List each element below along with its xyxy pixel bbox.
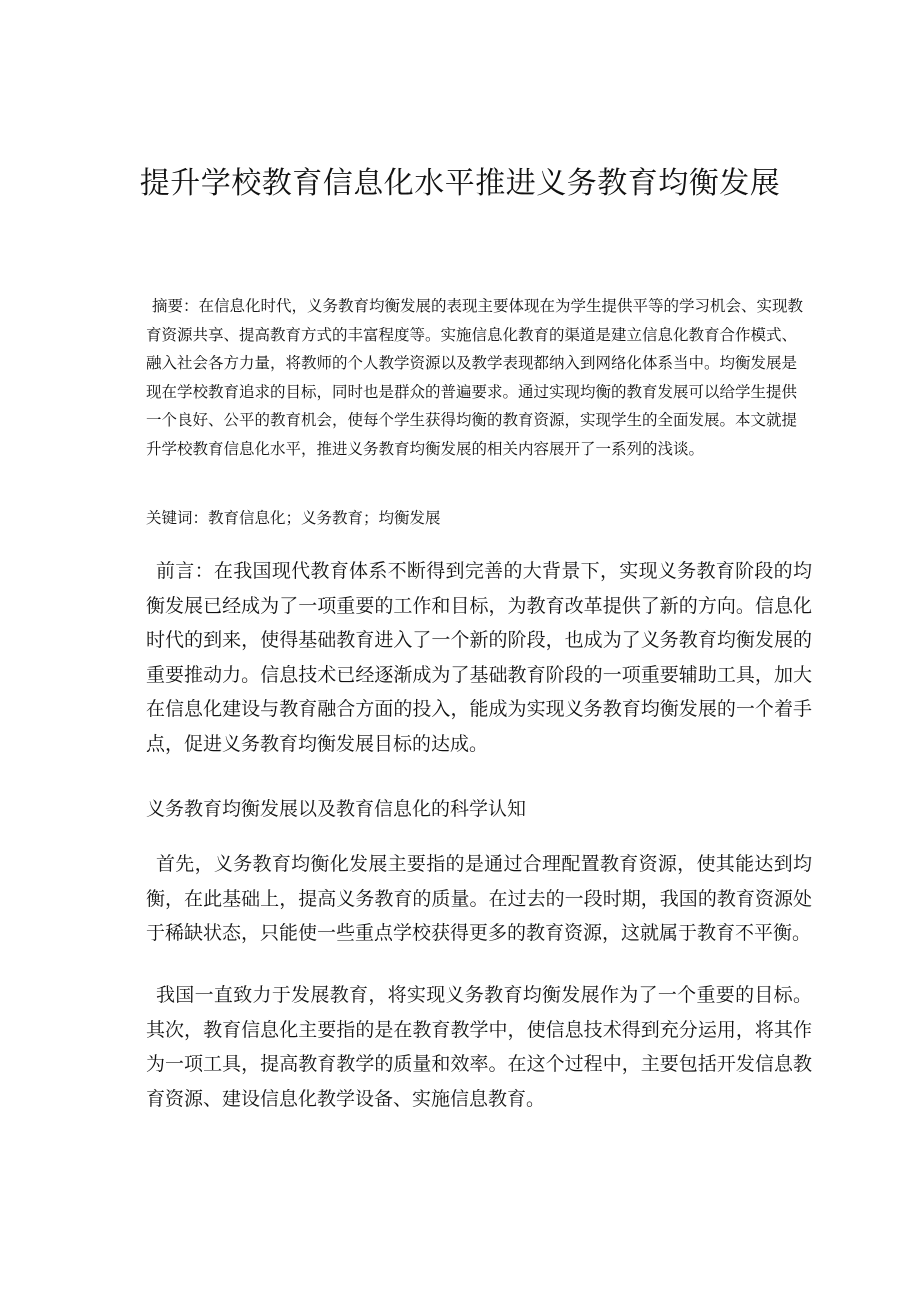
- body-paragraph-2: 我国一直致力于发展教育，将实现义务教育均衡发展作为了一个重要的目标。其次，教育信息化主要指的是在教育教学中，使信息技术得到充分运用，将其作为一项工具，提高教育教学的质量和效率。在这个过程中，主要包括开发信息教育资源、建设信息化教学设备、实施信息教育。: [146, 984, 812, 1110]
- preface-paragraph: 前言：在我国现代教育体系不断得到完善的大背景下，实现义务教育阶段的均衡发展已经成为了一项重要的工作和目标，为教育改革提供了新的方向。信息化时代的到来，使得基础教育进入了一个新的阶段，也成为了义务教育均衡发展的重要推动力。信息技术已经逐渐成为了基础教育阶段的一项重要辅助工具，加大在信息化建设与教育融合方面的投入，能成为实现义务教育均衡发展的一个着手点，促进义务教育均衡发展目标的达成。: [146, 560, 812, 755]
- abstract-paragraph: 摘要：在信息化时代，义务教育均衡发展的表现主要体现在为学生提供平等的学习机会、实现教育资源共享、提高教育方式的丰富程度等。实施信息化教育的渠道是建立信息化教育合作模式、融入社会各方力量，将教师的个人教学资源以及教学表现都纳入到网络化体系当中。均衡发展是现在学校教育追求的目标，同时也是群众的普遍要求。通过实现均衡的教育发展可以给学生提供一个良好、公平的教育机会，使每个学生获得均衡的教育资源，实现学生的全面发展。本文就提升学校教育信息化水平，推进义务教育均衡发展的相关内容展开了一系列的浅谈。: [146, 297, 804, 458]
- keywords-line: 关键词：教育信息化；义务教育；均衡发展: [146, 509, 441, 527]
- document-title: 提升学校教育信息化水平推进义务教育均衡发展: [139, 166, 781, 201]
- section-heading: 义务教育均衡发展以及教育信息化的科学认知: [146, 798, 527, 820]
- body-paragraph-1: 首先，义务教育均衡化发展主要指的是通过合理配置教育资源，使其能达到均衡，在此基础上，提高义务教育的质量。在过去的一段时期，我国的教育资源处于稀缺状态，只能使一些重点学校获得更多的教育资源，这就属于教育不平衡。: [146, 853, 812, 944]
